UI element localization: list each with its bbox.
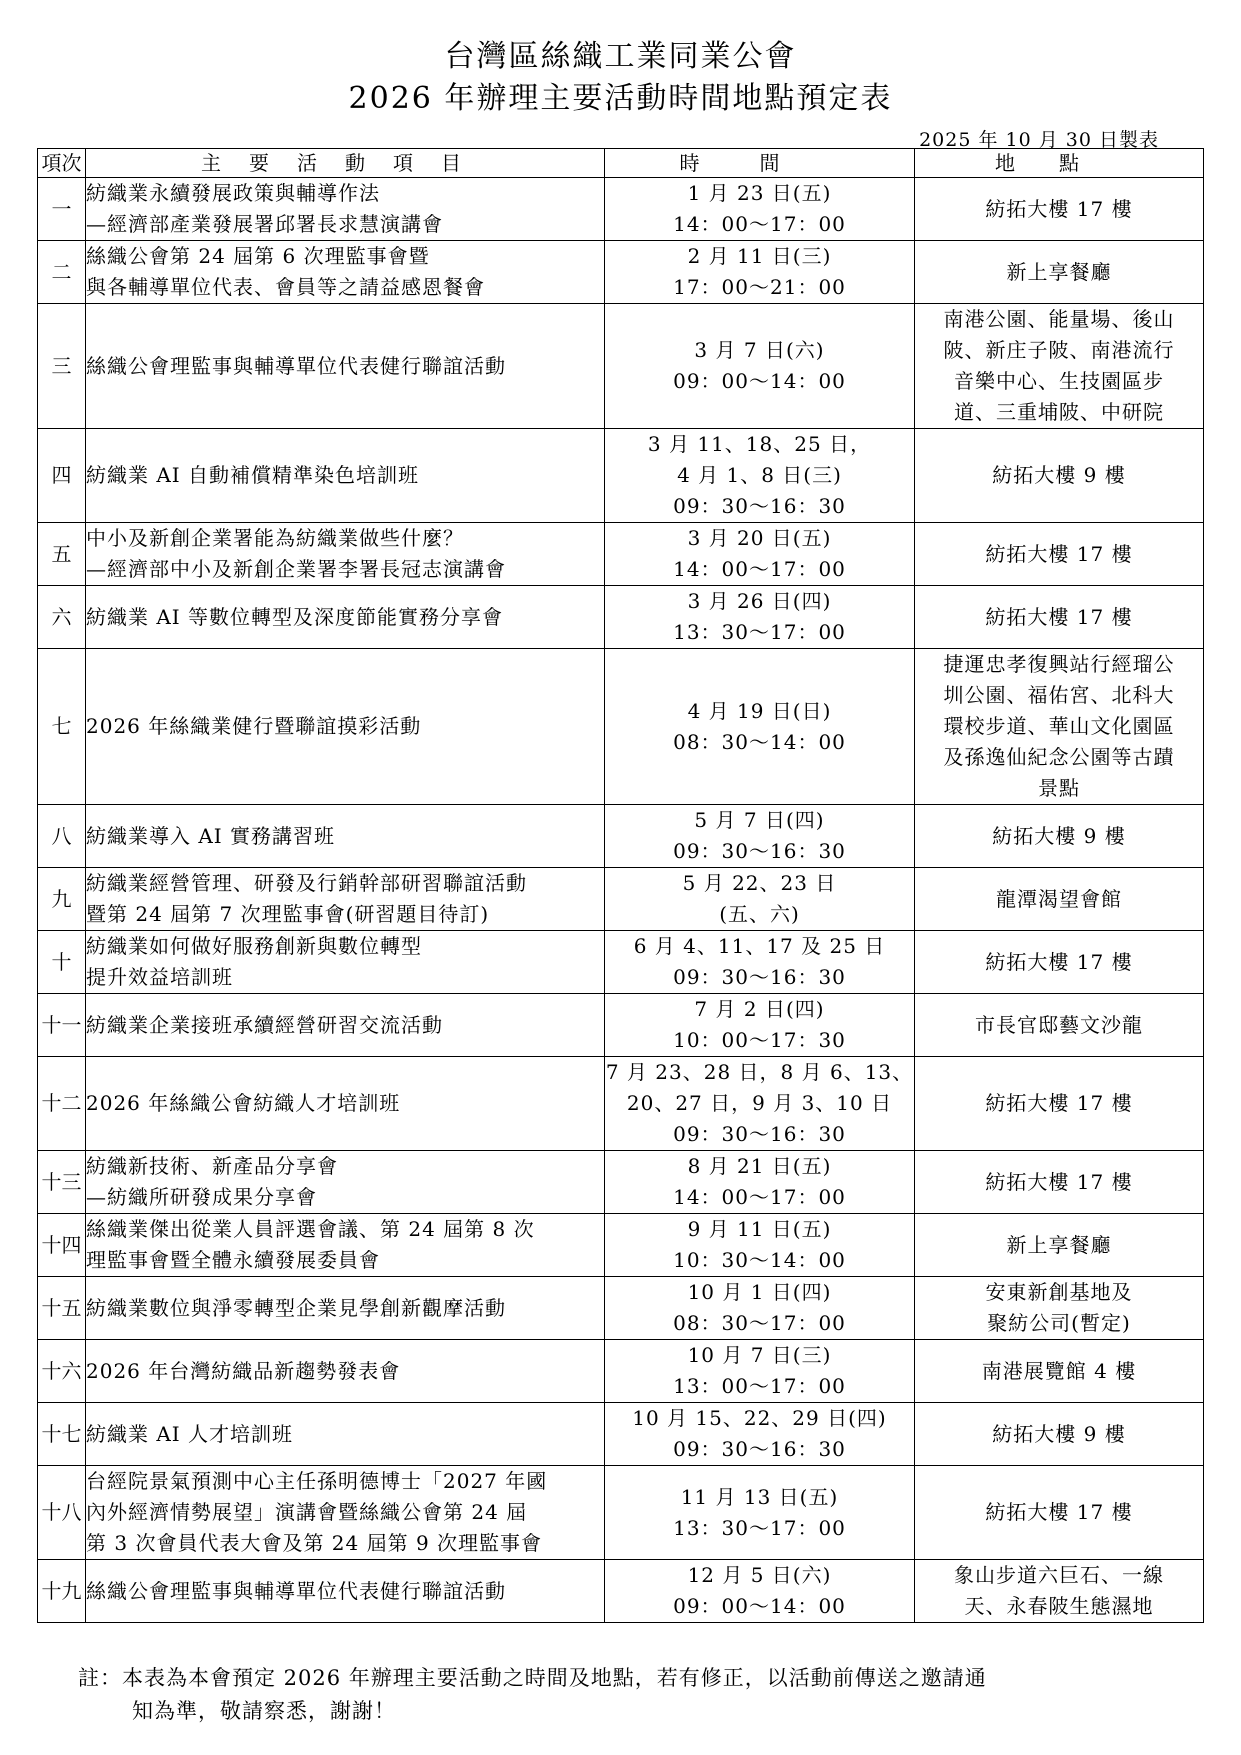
- activity-time-line: 5 月 22、23 日: [682, 871, 837, 895]
- activity-time-line: 1 月 23 日(五): [687, 181, 832, 205]
- activity-item-line: 紡織業企業接班承續經營研習交流活動: [86, 1012, 443, 1037]
- activity-place-line: 紡拓大樓 9 樓: [992, 1421, 1126, 1446]
- activity-item: [86, 931, 605, 994]
- activity-item: [86, 1151, 605, 1214]
- activity-place-line: 市長官邸藝文沙龍: [975, 1012, 1143, 1037]
- activity-place-line: 紡拓大樓 17 樓: [985, 604, 1133, 629]
- activity-time-line: 09：30～16：30: [673, 1437, 846, 1461]
- activity-item: [86, 1277, 605, 1340]
- row-number: 四: [38, 429, 86, 523]
- activity-place-line: 新上享餐廳: [1006, 1232, 1112, 1257]
- activity-time-line: 12 月 5 日(六): [687, 1563, 832, 1587]
- activity-time-line: 7 月 2 日(四): [694, 997, 825, 1021]
- activity-item-line: 暨第 24 屆第 7 次理監事會(研習題目待訂): [86, 902, 490, 926]
- table-row: [38, 1340, 1204, 1403]
- activity-place: [915, 931, 1204, 994]
- activity-time-line: 3 月 20 日(五): [687, 526, 832, 550]
- activity-item: [86, 1340, 605, 1403]
- activity-place-line: 紡拓大樓 17 樓: [985, 949, 1133, 974]
- activity-place-line: 捷運忠孝復興站行經瑠公: [943, 652, 1175, 676]
- activity-item: [86, 1214, 605, 1277]
- row-number: 十一: [38, 994, 86, 1057]
- activity-item: [86, 523, 605, 586]
- activity-time: [605, 1340, 915, 1403]
- activity-time-line: 13：30～17：00: [673, 1515, 846, 1540]
- activity-time-line: 09：30～16：30: [673, 494, 846, 518]
- activity-time: [605, 868, 915, 931]
- activity-place: [915, 994, 1204, 1057]
- activity-time: [605, 241, 915, 304]
- activity-item: [86, 994, 605, 1057]
- activity-time-line: 9 月 11 日(五): [687, 1217, 832, 1241]
- table-body: [38, 178, 1204, 1623]
- activity-place-line: 圳公園、福佑宮、北科大: [943, 683, 1175, 707]
- row-number: 九: [38, 868, 86, 931]
- activity-item-line: 紡織業永續發展政策與輔導作法: [86, 181, 380, 205]
- activity-item-line: 中小及新創企業署能為紡織業做些什麼？: [86, 526, 464, 550]
- activity-place: [915, 523, 1204, 586]
- table-row: [38, 994, 1204, 1057]
- activity-place: [915, 1560, 1204, 1623]
- row-number: 八: [38, 805, 86, 868]
- activity-time: [605, 1057, 915, 1151]
- table-row: [38, 931, 1204, 994]
- activity-place-line: 紡拓大樓 17 樓: [985, 1500, 1133, 1524]
- activity-item-line: 紡織業經營管理、研發及行銷幹部研習聯誼活動: [86, 871, 527, 895]
- activity-item-line: 2026 年絲織公會紡織人才培訓班: [86, 1091, 401, 1115]
- activity-time-line: 09：30～16：30: [673, 1122, 846, 1146]
- activity-item-line: 紡織業 AI 人才培訓班: [86, 1421, 294, 1446]
- made-date: 2025 年 10 月 30 日製表: [919, 129, 1159, 151]
- activity-time-line: 14：00～17：00: [673, 1185, 846, 1209]
- activity-place: [915, 304, 1204, 429]
- activity-time-line: 14：00～17：00: [673, 212, 846, 236]
- activity-item: [86, 429, 605, 523]
- activity-time: [605, 1403, 915, 1466]
- table-row: [38, 1214, 1204, 1277]
- activity-place-line: 紡拓大樓 17 樓: [985, 1169, 1133, 1194]
- activity-time: [605, 1560, 915, 1623]
- schedule-table: [37, 148, 1204, 1623]
- activity-item-line: 2026 年絲織業健行暨聯誼摸彩活動: [86, 714, 422, 738]
- activity-item-line: —經濟部產業發展署邱署長求慧演講會: [86, 212, 443, 236]
- activity-place: [915, 178, 1204, 241]
- activity-item-line: 台經院景氣預測中心主任孫明德博士「2027 年國: [86, 1469, 548, 1493]
- activity-place: [915, 868, 1204, 931]
- activity-time-line: 20、27 日，9 月 3、10 日: [626, 1091, 893, 1115]
- activity-place-line: 紡拓大樓 17 樓: [985, 196, 1133, 221]
- activity-item-line: 紡織業數位與淨零轉型企業見學創新觀摩活動: [86, 1295, 506, 1320]
- activity-item-line: —經濟部中小及新創企業署李署長冠志演講會: [86, 557, 506, 581]
- activity-time-line: 8 月 21 日(五): [687, 1154, 832, 1178]
- activity-place-line: 音樂中心、生技園區步: [954, 369, 1164, 393]
- activity-time-line: 17：00～21：00: [673, 275, 846, 299]
- table-row: [38, 241, 1204, 304]
- table-row: [38, 304, 1204, 429]
- row-number: 十六: [38, 1340, 86, 1403]
- activity-time-line: 3 月 11、18、25 日，: [647, 432, 872, 456]
- activity-item: [86, 1057, 605, 1151]
- activity-place: [915, 649, 1204, 805]
- activity-time-line: 09：30～16：30: [673, 839, 846, 863]
- row-number: 十七: [38, 1403, 86, 1466]
- activity-time-line: 08：30～14：00: [673, 729, 846, 754]
- activity-place-line: 及孫逸仙紀念公園等古蹟: [943, 745, 1175, 769]
- activity-item-line: 絲織業傑出從業人員評選會議、第 24 屆第 8 次: [86, 1217, 535, 1241]
- activity-place-line: 南港展覽館 4 樓: [981, 1358, 1137, 1383]
- row-number: 五: [38, 523, 86, 586]
- activity-item: [86, 178, 605, 241]
- header-item: 主要活動項目: [86, 149, 605, 178]
- activity-place-line: 象山步道六巨石、一線: [954, 1563, 1164, 1587]
- activity-place-line: 景點: [1038, 776, 1080, 800]
- activity-item-line: 與各輔導單位代表、會員等之請益感恩餐會: [86, 275, 485, 299]
- activity-place: [915, 805, 1204, 868]
- activity-time-line: 3 月 7 日(六): [694, 338, 825, 362]
- activity-time-line: 09：30～16：30: [673, 965, 846, 989]
- table-row: [38, 1151, 1204, 1214]
- activity-time: [605, 429, 915, 523]
- header-time: 時間: [605, 149, 915, 178]
- activity-item: [86, 304, 605, 429]
- activity-time-line: 5 月 7 日(四): [694, 808, 825, 832]
- activity-place-line: 龍潭渴望會館: [996, 886, 1122, 911]
- row-number: 六: [38, 586, 86, 649]
- activity-time-line: 3 月 26 日(四): [687, 589, 832, 613]
- table-row: [38, 1560, 1204, 1623]
- activity-time: [605, 304, 915, 429]
- activity-time-line: (五、六): [719, 902, 800, 926]
- activity-time-line: 10：30～14：00: [673, 1248, 846, 1272]
- activity-place-line: 聚紡公司(暫定): [987, 1311, 1131, 1335]
- table-header-row: [38, 149, 1204, 178]
- row-number: 十五: [38, 1277, 86, 1340]
- activity-item: [86, 1403, 605, 1466]
- activity-place-line: 紡拓大樓 17 樓: [985, 1091, 1133, 1115]
- row-number: 二: [38, 241, 86, 304]
- row-number: 十二: [38, 1057, 86, 1151]
- row-number: 七: [38, 649, 86, 805]
- activity-place: [915, 1340, 1204, 1403]
- activity-place: [915, 241, 1204, 304]
- activity-place: [915, 1151, 1204, 1214]
- activity-time-line: 10 月 1 日(四): [687, 1280, 832, 1304]
- activity-time-line: 09：00～14：00: [673, 1594, 846, 1618]
- table-row: [38, 1277, 1204, 1340]
- activity-time-line: 09：00～14：00: [673, 369, 846, 393]
- document-subtitle: 2026 年辦理主要活動時間地點預定表: [348, 81, 893, 116]
- table-row: [38, 1466, 1204, 1560]
- activity-item-line: 理監事會暨全體永續發展委員會: [86, 1248, 380, 1272]
- activity-place-line: 道、三重埔陂、中研院: [954, 400, 1164, 424]
- activity-place: [915, 1466, 1204, 1560]
- activity-time: [605, 931, 915, 994]
- activity-item-line: 紡織業 AI 自動補償精準染色培訓班: [86, 463, 420, 487]
- table-row: [38, 649, 1204, 805]
- activity-time: [605, 1277, 915, 1340]
- activity-place-line: 紡拓大樓 9 樓: [992, 823, 1126, 848]
- row-number: 三: [38, 304, 86, 429]
- activity-item: [86, 649, 605, 805]
- activity-item-line: 絲織公會理監事與輔導單位代表健行聯誼活動: [86, 1578, 506, 1603]
- header-no: 項次: [38, 149, 86, 178]
- activity-time: [605, 586, 915, 649]
- activity-item: [86, 241, 605, 304]
- activity-time: [605, 805, 915, 868]
- header-place: 地點: [915, 149, 1204, 178]
- table-row: [38, 1403, 1204, 1466]
- activity-time: [605, 649, 915, 805]
- table-row: [38, 429, 1204, 523]
- activity-place: [915, 1214, 1204, 1277]
- activity-item-line: 紡織業 AI 等數位轉型及深度節能實務分享會: [86, 604, 504, 629]
- activity-item-line: 絲織公會理監事與輔導單位代表健行聯誼活動: [86, 353, 506, 378]
- footnote-line-1: 註：本表為本會預定 2026 年辦理主要活動之時間及地點，若有修正，以活動前傳送之邀請通: [78, 1666, 987, 1690]
- activity-time: [605, 178, 915, 241]
- row-number: 一: [38, 178, 86, 241]
- activity-item-line: 紡織業導入 AI 實務講習班: [86, 823, 336, 848]
- activity-time-line: 4 月 1、8 日(三): [677, 463, 842, 487]
- activity-time-line: 7 月 23、28 日，8 月 6、13、: [605, 1060, 914, 1084]
- row-number: 十四: [38, 1214, 86, 1277]
- footnote: [78, 1662, 1178, 1728]
- activity-place: [915, 1057, 1204, 1151]
- activity-time: [605, 1214, 915, 1277]
- activity-time-line: 10：00～17：30: [673, 1028, 846, 1052]
- row-number: 十八: [38, 1466, 86, 1560]
- activity-item-line: 紡織業如何做好服務創新與數位轉型: [86, 934, 422, 958]
- activity-item-line: 紡織新技術、新產品分享會: [86, 1154, 338, 1178]
- row-number: 十三: [38, 1151, 86, 1214]
- activity-time-line: 2 月 11 日(三): [687, 244, 832, 268]
- activity-time: [605, 1466, 915, 1560]
- activity-time: [605, 523, 915, 586]
- activity-item: [86, 805, 605, 868]
- activity-item: [86, 586, 605, 649]
- table-row: [38, 178, 1204, 241]
- activity-time-line: 08：30～17：00: [673, 1311, 846, 1335]
- activity-item: [86, 868, 605, 931]
- table-row: [38, 1057, 1204, 1151]
- row-number: 十: [38, 931, 86, 994]
- activity-time-line: 14：00～17：00: [673, 557, 846, 581]
- table-row: [38, 868, 1204, 931]
- activity-item-line: 內外經濟情勢展望」演講會暨絲織公會第 24 屆: [86, 1500, 528, 1524]
- table-row: [38, 805, 1204, 868]
- activity-time-line: 10 月 7 日(三): [687, 1343, 832, 1367]
- activity-place-line: 南港公園、能量場、後山: [943, 307, 1175, 331]
- activity-place-line: 紡拓大樓 17 樓: [985, 541, 1133, 566]
- activity-item-line: 2026 年台灣紡織品新趨勢發表會: [86, 1358, 401, 1383]
- activity-item-line: 絲織公會第 24 屆第 6 次理監事會暨: [86, 244, 430, 268]
- activity-item: [86, 1466, 605, 1560]
- activity-time-line: 6 月 4、11、17 及 25 日: [633, 934, 886, 958]
- table-row: [38, 586, 1204, 649]
- activity-place: [915, 429, 1204, 523]
- activity-time-line: 13：30～17：00: [673, 620, 846, 644]
- activity-time-line: 10 月 15、22、29 日(四): [632, 1406, 887, 1430]
- activity-time-line: 4 月 19 日(日): [687, 698, 832, 723]
- footnote-line-2: 知為準，敬請察悉，謝謝！: [132, 1699, 396, 1723]
- table-row: [38, 523, 1204, 586]
- activity-item-line: 第 3 次會員代表大會及第 24 屆第 9 次理監事會: [86, 1531, 543, 1555]
- activity-place: [915, 1403, 1204, 1466]
- activity-place: [915, 586, 1204, 649]
- activity-item-line: 提升效益培訓班: [86, 965, 233, 989]
- activity-time: [605, 1151, 915, 1214]
- activity-place-line: 安東新創基地及: [985, 1280, 1133, 1304]
- activity-time-line: 13：00～17：00: [673, 1374, 846, 1398]
- activity-place-line: 環校步道、華山文化園區: [943, 714, 1175, 738]
- activity-item-line: —紡織所研發成果分享會: [86, 1185, 317, 1209]
- activity-place-line: 天、永春陂生態濕地: [964, 1594, 1154, 1618]
- activity-item: [86, 1560, 605, 1623]
- activity-place: [915, 1277, 1204, 1340]
- document-title: 台灣區絲織工業同業公會: [444, 39, 797, 74]
- activity-place-line: 紡拓大樓 9 樓: [992, 463, 1126, 487]
- activity-time-line: 11 月 13 日(五): [680, 1484, 839, 1509]
- activity-place-line: 陂、新庄子陂、南港流行: [943, 338, 1175, 362]
- activity-place-line: 新上享餐廳: [1006, 259, 1112, 284]
- row-number: 十九: [38, 1560, 86, 1623]
- activity-time: [605, 994, 915, 1057]
